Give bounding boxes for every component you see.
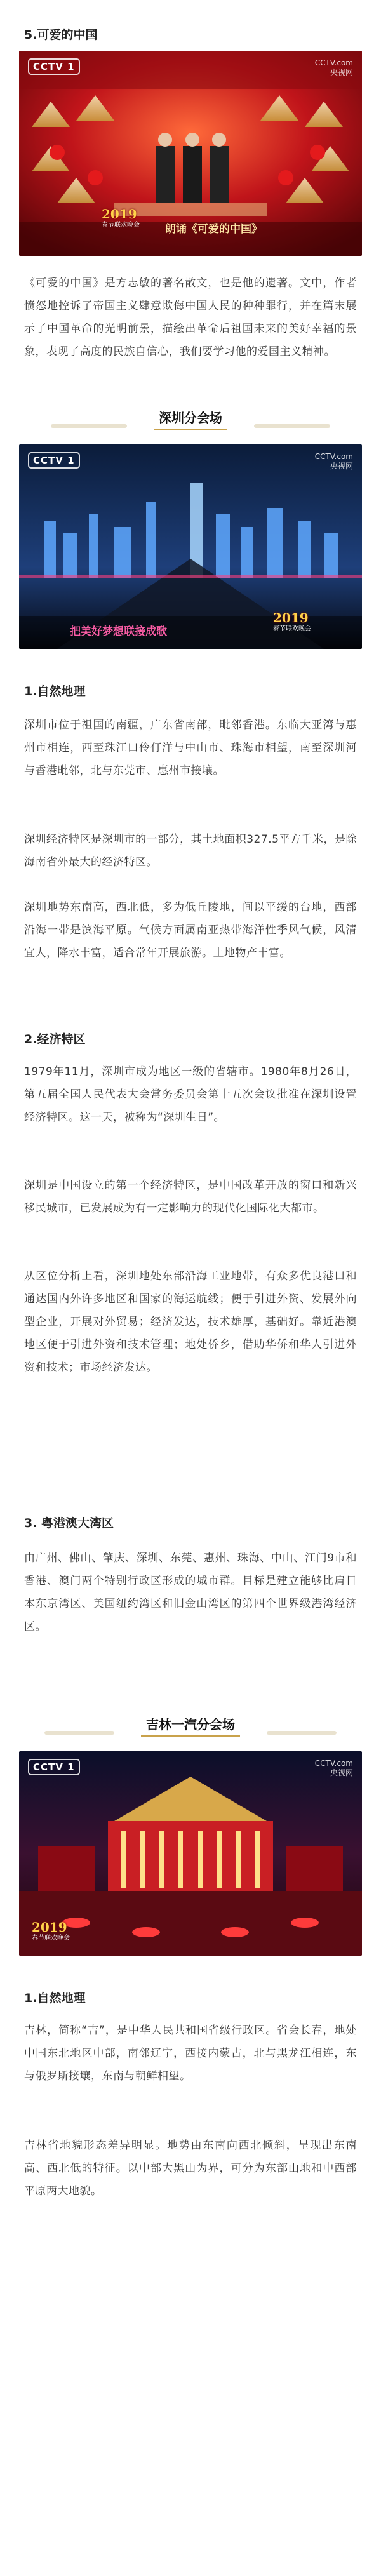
- jl-heading-geography: 1.自然地理: [24, 1991, 86, 2005]
- cctv-com-logo: [315, 452, 353, 471]
- stage-photo-recitation: [19, 51, 362, 256]
- sz-heading-geography: 1.自然地理: [24, 684, 86, 698]
- title-underline: [141, 1735, 240, 1737]
- shenzhen-title-label: 深圳分会场: [159, 410, 222, 425]
- gala-2019-badge: [32, 1921, 70, 1944]
- venue-image: [19, 1751, 362, 1956]
- logo-right-line1: CCTV.com: [314, 58, 353, 67]
- logo-right-line2: 央视网: [330, 1768, 353, 1777]
- cctv1-logo: CCTV 1: [28, 452, 80, 469]
- cctv1-logo: CCTV 1: [28, 58, 80, 75]
- title-deco-left: [51, 424, 127, 428]
- badge-year: 2019: [102, 206, 137, 222]
- shenzhen-section-title: [0, 408, 381, 433]
- title-text: [154, 408, 227, 430]
- title-underline: [154, 429, 227, 430]
- badge-sub: 春节联欢晚会: [32, 1935, 70, 1942]
- badge-sub: 春节联欢晚会: [273, 625, 311, 632]
- s5-paragraph: 《可爱的中国》是方志敏的著名散文，也是他的遗著。文中，作者愤怒地控诉了帝国主义肆意欺侮中国人民的种种罪行，并在篇末展示了中国革命的光明前景，描绘出革命后祖国未来的美好幸福的景象，表现了高度的民族自信心，我们要学习他的爱国主义精神。: [24, 277, 357, 358]
- sz-paragraph-4: 1979年11月，深圳市成为地区一级的省辖市。1980年8月26日，第五届全国人民代表大会常务委员会第十五次会议批准在深圳设置经济特区。这一天，被称为“深圳生日”。: [24, 1065, 357, 1124]
- sz-heading-bay-area: 3. 粤港澳大湾区: [24, 1516, 114, 1530]
- sz-heading-sez: 2.经济特区: [24, 1032, 86, 1046]
- jilin-section-title: [0, 1714, 381, 1740]
- badge-year: 2019: [273, 610, 309, 625]
- logo-right-line1: CCTV.com: [314, 452, 353, 461]
- sz-paragraph-1: 深圳市位于祖国的南疆，广东省南部，毗邻香港。东临大亚湾与惠州市相连，西至珠江口伶仃洋与中山市、珠海市相望，南至深圳河与香港毗邻，北与东莞市、惠州市接壤。: [24, 719, 357, 777]
- jilin-title-label: 吉林一汽分会场: [146, 1717, 235, 1732]
- sz-paragraph-6: 从区位分析上看，深圳地处东部沿海工业地带，有众多优良港口和通达国内外许多地区和国家的海运航线；便于引进外资、发展外向型企业，开展对外贸易；经济发达，技术雄厚，基础好。靠近港澳地区便于引进外资和技术管理；地处侨乡，借助华侨和华人引进外资和技术；市场经济发达。: [24, 1270, 357, 1374]
- title-text: [141, 1714, 240, 1737]
- title-deco-right: [267, 1731, 337, 1735]
- title-deco-left: [44, 1731, 114, 1735]
- jl-paragraph-2: 吉林省地貌形态差异明显。地势由东南向西北倾斜，呈现出东南高、西北低的特征。以中部大黑山为界，可分为东部山地和中西部平原两大地貌。: [24, 2139, 357, 2198]
- cctv-com-logo: [315, 1759, 353, 1778]
- badge-sub: 春节联欢晚会: [102, 222, 140, 229]
- gala-2019-badge: [102, 208, 140, 231]
- cctv1-logo: CCTV 1: [28, 1759, 80, 1775]
- sz-paragraph-3: 深圳地势东南高，西北低，多为低丘陵地，间以平缓的台地，西部沿海一带是滨海平原。气候方面属南亚热带海洋性季风气候，风清宜人，降水丰富，适合常年开展旅游。土地物产丰富。: [24, 901, 357, 959]
- title-deco-right: [254, 424, 330, 428]
- program-caption: 朗诵《可爱的中国》: [165, 223, 262, 236]
- cctv-com-logo: [315, 58, 353, 77]
- program-caption: 把美好梦想联接成歌: [70, 625, 167, 638]
- sz-paragraph-2: 深圳经济特区是深圳市的一部分，其土地面积327.5平方千米，是除海南省外最大的经济特区。: [24, 833, 357, 869]
- sz-paragraph-7: 由广州、佛山、肇庆、深圳、东莞、惠州、珠海、中山、江门9市和香港、澳门两个特别行政区形成的城市群。目标是建立能够比肩日本东京湾区、美国纽约湾区和旧金山湾区的第四个世界级港湾经济区。: [24, 1552, 357, 1633]
- logo-right-line1: CCTV.com: [314, 1759, 353, 1768]
- badge-year: 2019: [32, 1919, 67, 1935]
- logo-right-line2: 央视网: [330, 68, 353, 77]
- sz-paragraph-5: 深圳是中国设立的第一个经济特区，是中国改革开放的窗口和新兴移民城市，已发展成为有一定影响力的现代化国际化大都市。: [24, 1179, 357, 1215]
- shenzhen-stage-photo: [19, 444, 362, 649]
- section-heading: 5.可爱的中国: [24, 28, 98, 42]
- logo-right-line2: 央视网: [330, 462, 353, 470]
- gala-2019-badge: [273, 612, 311, 635]
- jl-paragraph-1: 吉林，简称“吉”，是中华人民共和国省级行政区。省会长春，地处中国东北地区中部，南邻辽宁，西接内蒙古，北与黑龙江相连，东与俄罗斯接壤，东南与朝鲜相望。: [24, 2024, 357, 2083]
- jilin-stage-photo: [19, 1751, 362, 1956]
